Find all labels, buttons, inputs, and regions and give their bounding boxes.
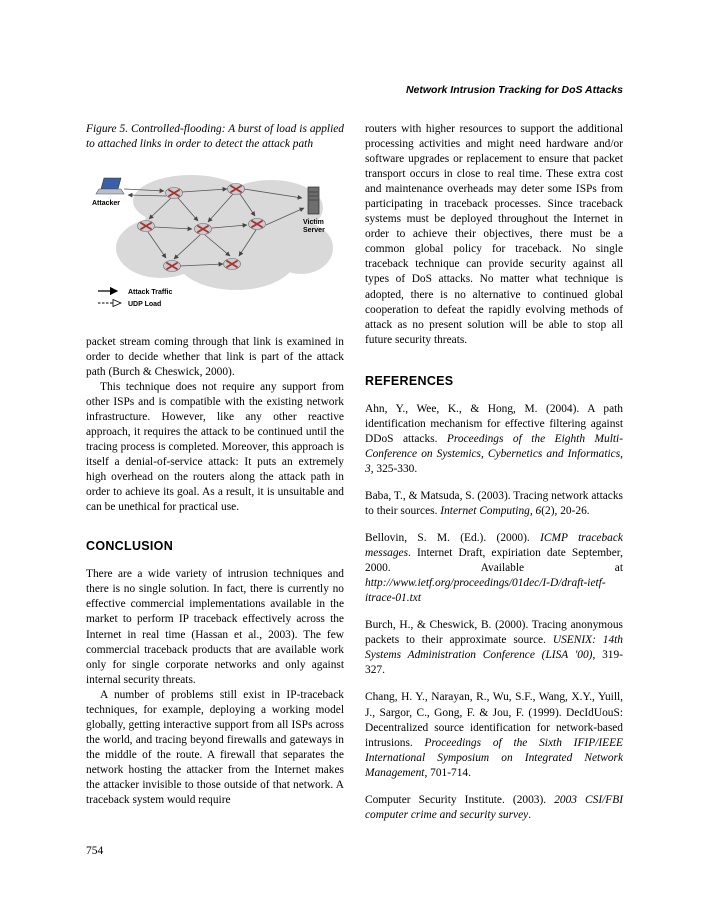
router-icon — [195, 223, 212, 234]
victim-server-icon — [308, 187, 319, 214]
network-diagram-svg — [86, 163, 344, 323]
victim-label-line1: Victim — [303, 218, 324, 226]
conclusion-heading: CONCLUSION — [86, 539, 174, 554]
router-icon — [228, 183, 245, 194]
left-paragraph-4: A number of problems still exist in IP-traceback techniques, for example, deploying a working model globally, getting interactive support from all ISPs across the world, and tracing beyond firewalls and gateways in the middle of the route. A firewall that separates the network hosting the attacker from the Internet makes the attacker invisible to those outside of that network. A traceback system would require — [86, 688, 344, 807]
attacker-laptop-icon — [96, 178, 124, 194]
page-number: 754 — [86, 845, 104, 857]
legend-attack-traffic-label: Attack Traffic — [128, 288, 173, 296]
references-list — [365, 402, 623, 823]
figure-caption: Figure 5. Controlled-flooding: A burst of load is applied to attached links in order to detect the attack path — [86, 123, 344, 151]
router-icon — [138, 220, 155, 231]
reference-entry: Ahn, Y., Wee, K., & Hong, M. (2004). A path identification mechanism for effective filtering against DDoS attacks. Proceedings of the Eighth Multi-Conference on Systemics, Cybernetics and Informatics, 3, 325-330. — [365, 402, 623, 475]
victim-label-line2: Server — [303, 226, 325, 234]
reference-entry: Burch, H., & Cheswick, B. (2000). Tracing anonymous packets to their approximate source. USENIX: 14th Systems Administration Conference (LISA '00), 319-327. — [365, 619, 624, 677]
router-icon — [224, 258, 241, 269]
figure-5-network-diagram — [86, 163, 344, 323]
running-header: Network Intrusion Tracking for DoS Attacks — [405, 84, 623, 96]
reference-entry: Bellovin, S. M. (Ed.). (2000). ICMP traceback messages. Internet Draft, expiriation date September, 2000. Available at http://www.ietf.org/proceedings/01dec/I-D/draft-ietf-itrace-01.txt — [365, 532, 623, 605]
router-icon — [166, 187, 183, 198]
left-paragraph-1: packet stream coming through that link is examined in order to decide whether that link is part of the attack path (Burch & Cheswick, 2000). — [86, 335, 344, 378]
right-paragraph-1: routers with higher resources to support the additional processing activities and might need hardware and/or software upgrades or replacement to ensure that packet transport occurs in close to real time. These extra cost and maintenance overheads may deter some ISPs from participating in traceback processes. Since traceback systems must be deployed throughout the Internet in order to achieve their objectives, there must be a common global policy for traceback. No single traceback technique can provide security against all types of DoS attacks. No matter what technique is adopted, there is no alternative to continued global cooperation to defeat the rapidly evolving methods of attack as no present solution will be able to stop all future security threats. — [365, 123, 623, 346]
two-column-body — [86, 122, 623, 835]
left-paragraph-3: There are a wide variety of intrusion techniques and there is no single solution. In fact, there is currently no effective commercial implementations available in the market to perform IP traceback effectively across the Internet in real time (Hassan et al., 2003). The few commercial traceback products that are available work only for single corporate networks and only against internal security threats. — [86, 568, 344, 686]
udp-load-arrow-icon — [98, 299, 121, 306]
left-column — [86, 122, 344, 835]
attacker-label: Attacker — [92, 199, 121, 207]
figure-legend — [98, 289, 172, 308]
references-heading: REFERENCES — [365, 373, 454, 388]
reference-entry: Computer Security Institute. (2003). 2003 CSI/FBI computer crime and security survey. — [365, 793, 623, 821]
reference-entry: Chang, H. Y., Narayan, R., Wu, S.F., Wang, X.Y., Yuill, J., Sargor, C., Gong, F. & Jou, F. (1999). DecIdUouS: Decentralized source identification for network-based intrusions. Proceedings of the Sixth IFIP/IEEE International Symposium on Integrated Network Management, 701-714. — [365, 691, 623, 779]
reference-entry: Baba, T., & Matsuda, S. (2003). Tracing network attacks to their sources. Internet Computing, 6(2), 20-26. — [365, 489, 623, 517]
legend-udp-load-label: UDP Load — [128, 300, 162, 308]
router-icon — [164, 260, 181, 271]
left-paragraph-2: This technique does not require any support from other ISPs and is compatible with the existing network infrastructure. However, like any other reactive approach, it requires the attack to be continued until the tracing process is completed. Moreover, this approach is itself a denial-of-service attack: It puts an extremely high overhead on the routers along the attack path in order to achieve its goal. As a result, it is unsuitable and can be unethical for practical use. — [86, 380, 344, 514]
router-icon — [249, 218, 266, 229]
right-column — [365, 122, 623, 835]
